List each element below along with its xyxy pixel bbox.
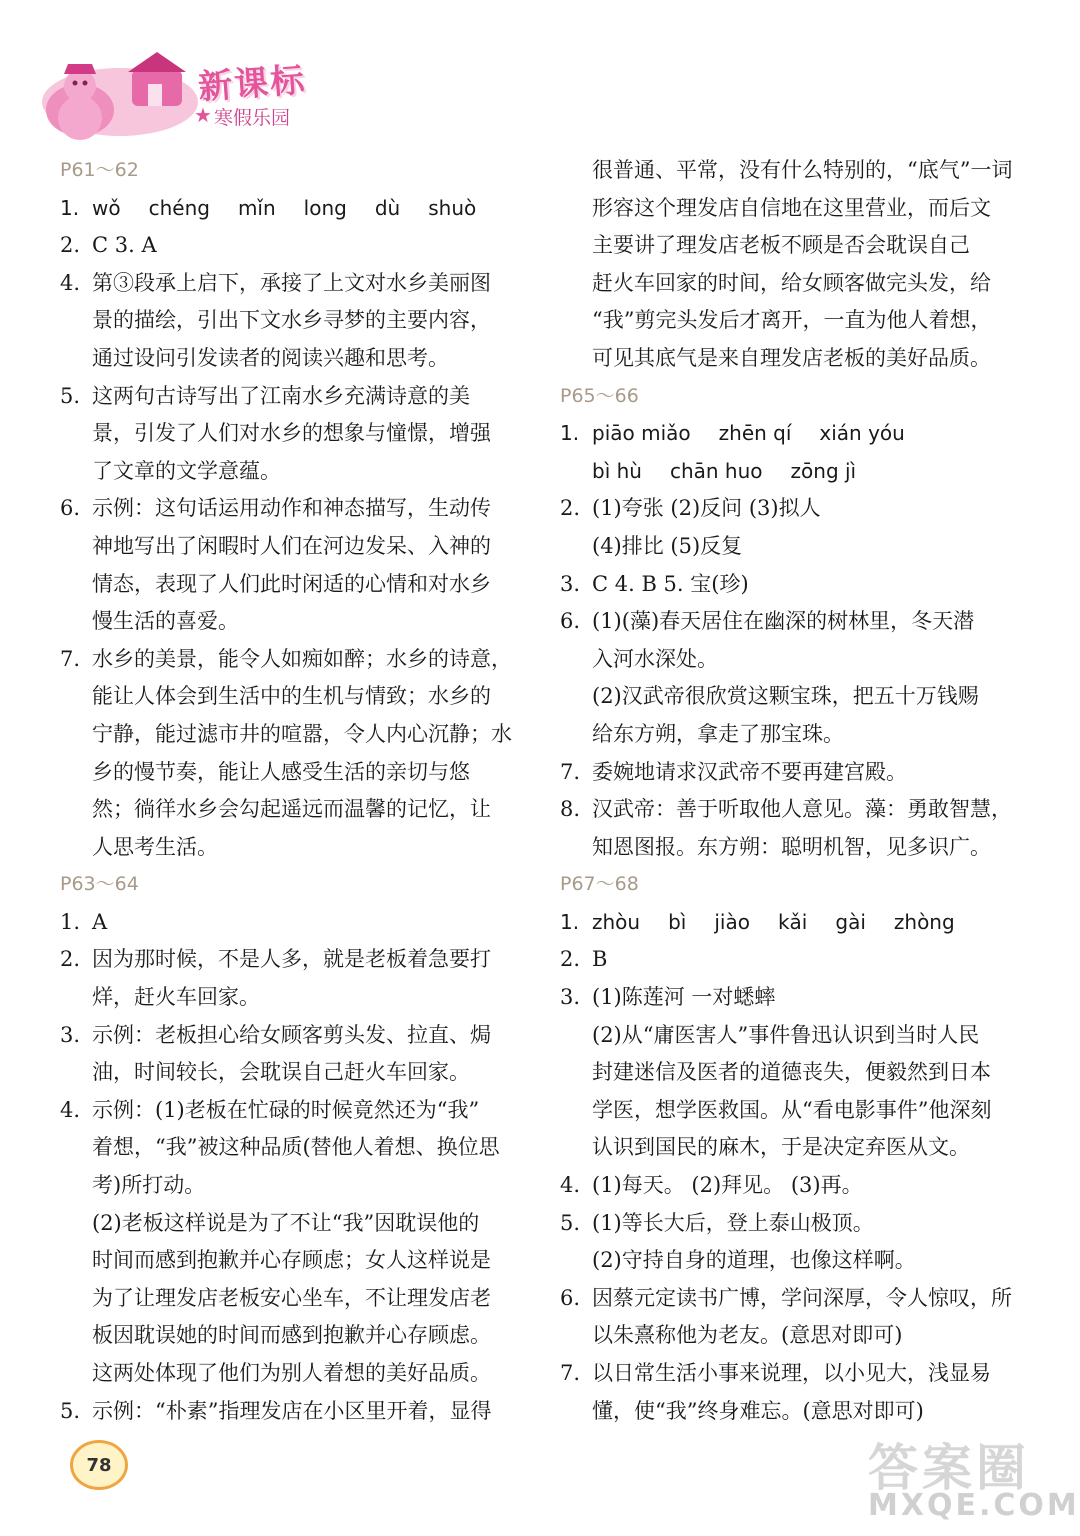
pinyin-answer-line [60,190,530,228]
answer-text: A [92,909,108,934]
pinyin-answer-line [560,904,1030,942]
item-number: 5. [60,1398,81,1423]
logo-subtitle: 寒假乐园 [214,107,291,129]
answer-continuation: 人思考生活。 [92,834,218,859]
answer-item [560,1167,1030,1205]
item-number: 4. [60,1097,81,1122]
answer-item [60,941,530,979]
answer-continuation: 烊，赶火车回家。 [92,985,260,1010]
pinyin-word: zhòng [893,909,955,934]
answer-continuation: 这两处体现了他们为别人着想的美好品质。 [92,1361,491,1385]
section-heading: P65～66 [560,384,639,407]
pinyin-word: long [303,195,347,220]
item-number: 1. [560,421,580,446]
answer-text: 第③段承上启下，承接了上文对水乡美丽图 [92,270,491,295]
answer-text: 因为那时候，不是人多，就是老板着急要打 [92,947,491,972]
answer-item [60,265,530,303]
answer-continuation: 为了让理发店老板安心坐车，不让理发店老 [92,1285,491,1310]
answer-text: (1)夸张 (2)反问 (3)拟人 [592,496,821,521]
answer-item [60,490,530,528]
answer-item [560,566,1030,604]
answer-text: 汉武帝：善于听取他人意见。藻：勇敢智慧， [592,797,1012,822]
section-heading: P67～68 [560,873,639,896]
item-number: 2. [560,496,581,521]
item-number: 6. [560,609,581,634]
pinyin-word: chān huo [669,458,763,483]
header-logo [40,40,340,150]
pinyin-word: kǎi [777,909,808,934]
pinyin-word: bì [668,909,687,934]
pinyin-word: piāo miǎo [592,421,691,446]
snowman-icon [40,40,200,140]
item-number: 5. [560,1210,581,1235]
answer-continuation: 学医，想学医救国。从“看电影事件”他深刻 [592,1097,992,1122]
item-number: 1. [60,909,81,934]
answer-text: (1)等长大后，登上泰山极顶。 [592,1210,874,1235]
pinyin-answer-line [560,415,1030,453]
logo-title: 新课标 [196,60,308,108]
answer-item [560,1280,1030,1318]
item-number: 4. [560,1173,581,1198]
answer-continuation: 板因耽误她的时间而感到抱歉并心存顾虑。 [92,1323,491,1348]
answer-continuation: “我”剪完头发后才离开，一直为他人着想， [592,308,992,333]
answer-continuation: 考)所打动。 [92,1173,206,1198]
answer-continuation: 形容这个理发店自信地在这里营业，而后文 [592,195,991,220]
answer-text: 因蔡元定读书广博，学问深厚，令人惊叹，所 [592,1285,1012,1310]
answer-continuation: 给东方朔，拿走了那宝珠。 [592,721,844,746]
pinyin-word: gài [835,909,866,934]
item-number: 3. [60,1022,81,1047]
answer-continuation: (2)汉武帝很欣赏这颗宝珠，把五十万钱赐 [592,684,979,709]
answer-continuation: 景的描绘，引出下文水乡寻梦的主要内容， [92,308,491,333]
answer-item [560,979,1030,1017]
answer-item [60,904,530,942]
watermark-url: MXQE.COM [868,1488,1080,1523]
answer-continuation: 入河水深处。 [592,646,718,671]
answer-continuation: 认识到国民的麻木，于是决定弃医从文。 [592,1135,970,1160]
answer-text: (1)(藻)春天居住在幽深的树林里，冬天潜 [592,609,975,634]
answer-text: C 4. B 5. 宝(珍) [592,571,749,596]
page-number: 78 [86,1454,112,1476]
answer-continuation: 景，引发了人们对水乡的想象与憧憬，增强 [92,421,491,446]
answer-text: 这两句古诗写出了江南水乡充满诗意的美 [92,383,470,408]
answer-continuation: 知恩图报。东方朔：聪明机智，见多识广。 [592,834,991,859]
item-number: 7. [560,1361,581,1385]
answer-continuation: (2)从“庸医害人”事件鲁迅认识到当时人民 [592,1022,980,1047]
answer-continuation: 赶火车回家的时间，给女顾客做完头发，给 [592,270,991,295]
item-number: 4. [60,270,81,295]
answer-item [560,791,1030,829]
item-number: 5. [60,383,81,408]
item-number: 2. [60,947,81,972]
answer-continuation: (2)守持自身的道理，也像这样啊。 [592,1248,916,1273]
item-number: 7. [560,759,581,784]
pinyin-word: bì hù [592,458,642,483]
answer-continuation: 着想，“我”被这种品质(替他人着想、换位思 [92,1135,500,1160]
answer-continuation: (2)老板这样说是为了不让“我”因耽误他的 [92,1210,480,1235]
answer-continuation: 时间而感到抱歉并心存顾虑；女人这样说是 [92,1248,491,1273]
answer-continuation: 慢生活的喜爱。 [92,609,239,634]
section-heading: P63～64 [60,873,139,896]
answer-continuation: 主要讲了理发店老板不顾是否会耽误自己 [592,233,970,258]
answer-item [560,1355,1030,1393]
item-number: 8. [560,797,581,822]
pinyin-word: zhòu [592,909,641,934]
pinyin-word: wǒ [92,195,121,220]
answer-text: C 3. A [92,233,157,258]
answer-item [560,754,1030,792]
section-heading: P61～62 [60,159,139,181]
pinyin-word: xián yóu [819,421,905,446]
answer-item [60,1393,530,1431]
item-number: 1. [560,909,580,934]
answer-text: 委婉地请求汉武帝不要再建宫殿。 [592,759,907,784]
answer-text: 示例：(1)老板在忙碌的时候竟然还为“我” [92,1097,480,1122]
answer-text: B [592,947,608,972]
answer-continuation: 通过设问引发读者的阅读兴趣和思考。 [92,345,449,370]
pinyin-word: shuò [428,195,477,220]
answer-text: (1)陈莲河 一对蟋蟀 [592,985,776,1010]
answer-continuation: 然；徜徉水乡会勾起遥远而温馨的记忆，让 [92,797,491,822]
pinyin-word: zōng jì [790,458,857,483]
answer-item [60,1017,530,1055]
answer-item [60,227,530,265]
answer-text: 示例：老板担心给女顾客剪头发、拉直、焗 [92,1022,491,1047]
answer-continuation: 封建迷信及医者的道德丧失，便毅然到日本 [592,1060,991,1085]
pinyin-word: dù [374,195,401,220]
answer-text: 以日常生活小事来说理，以小见大，浅显易 [592,1361,991,1385]
answer-continuation: 情态，表现了人们此时闲适的心情和对水乡 [92,571,491,596]
answer-continuation: 宁静，能过滤市井的喧嚣，令人内心沉静；水 [92,721,512,746]
answer-continuation: 神地写出了闲暇时人们在河边发呆、入神的 [92,533,491,558]
item-number: 6. [60,496,81,521]
answer-continuation: 懂，使“我”终身难忘。(意思对即可) [592,1398,924,1423]
pinyin-word: jiào [714,909,750,934]
answer-item [560,941,1030,979]
answer-item [560,1205,1030,1243]
answer-text: 示例：“朴素”指理发店在小区里开着，显得 [92,1398,492,1423]
answer-item [60,378,530,416]
answer-item [60,1092,530,1130]
pinyin-answer-line [560,453,1030,491]
item-number: 2. [560,947,581,972]
answer-continuation: 了文章的文学意蕴。 [92,458,281,483]
answer-text: 水乡的美景，能令人如痴如醉；水乡的诗意， [92,646,512,671]
answer-text: (1)每天。 (2)拜见。 (3)再。 [592,1173,863,1198]
star-icon: ★ [194,103,212,127]
pinyin-word: chéng [148,195,210,220]
answer-continuation: 乡的慢节奏，能让人感受生活的亲切与悠 [92,759,470,784]
left-column [60,152,530,1430]
right-column [560,152,1030,1430]
answer-continuation: 很普通、平常，没有什么特别的，“底气”一词 [592,158,1013,182]
item-number: 3. [560,985,581,1010]
pinyin-word: mǐn [237,195,276,220]
answer-continuation: 可见其底气是来自理发店老板的美好品质。 [592,345,991,370]
watermark: 答案圈 [868,1439,1030,1497]
answer-text: 示例：这句话运用动作和神态描写，生动传 [92,496,491,521]
pinyin-word: zhēn qí [718,421,792,446]
page-number-badge [70,1440,128,1490]
item-number: 7. [60,646,81,671]
item-number: 2. [60,233,81,258]
answer-continuation: 以朱熹称他为老友。(意思对即可) [592,1323,903,1348]
answer-item [560,603,1030,641]
answer-item [560,490,1030,528]
answer-continuation: 能让人体会到生活中的生机与情致；水乡的 [92,684,491,709]
answer-item [60,641,530,679]
answer-continuation: (4)排比 (5)反复 [592,533,743,558]
item-number: 1. [60,195,80,220]
item-number: 3. [560,571,581,596]
item-number: 6. [560,1285,581,1310]
answer-continuation: 油，时间较长，会耽误自己赶火车回家。 [92,1060,470,1085]
